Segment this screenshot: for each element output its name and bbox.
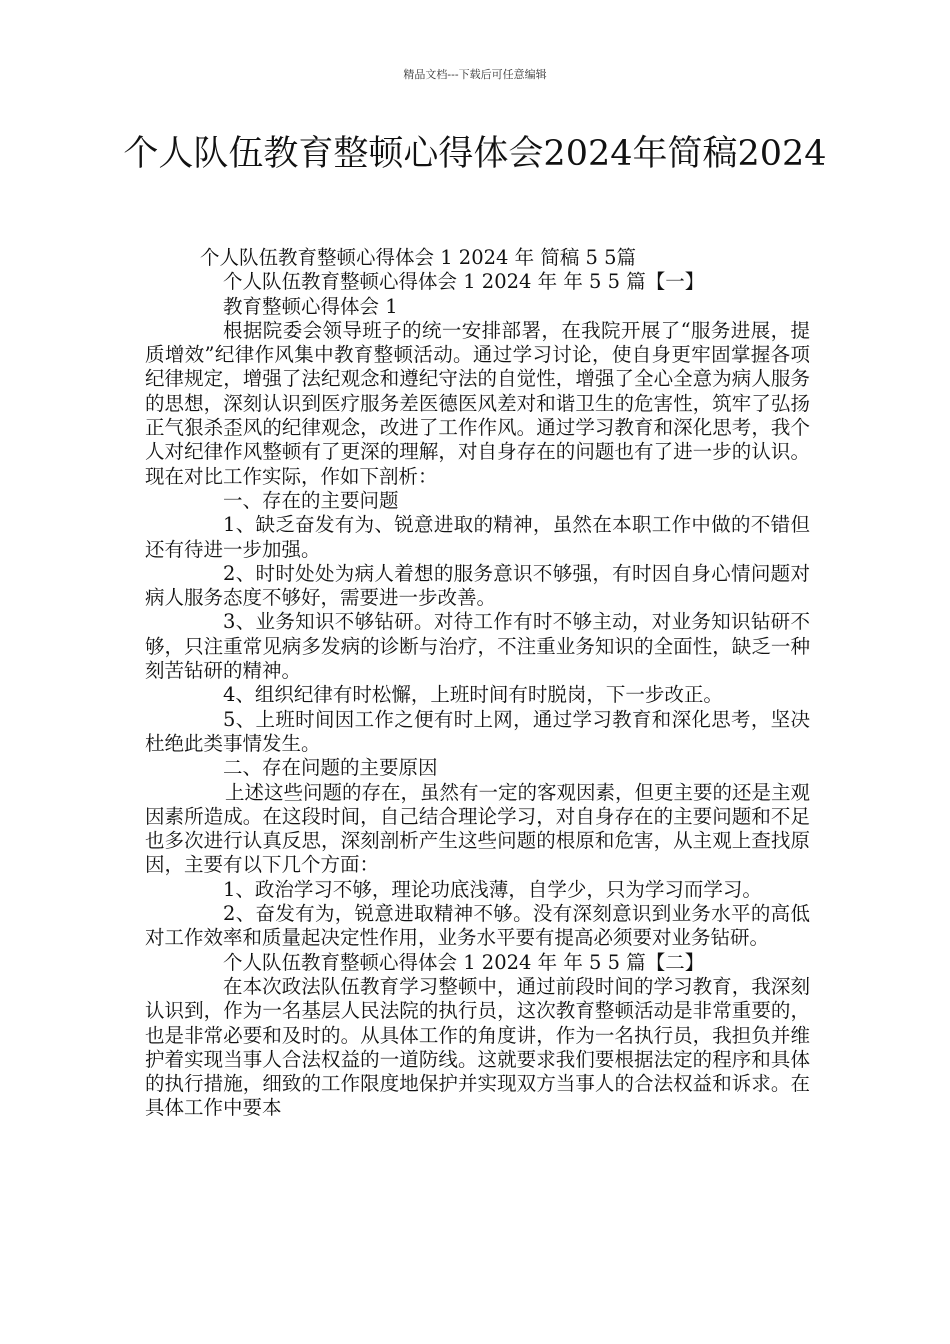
document-title: 个人队伍教育整顿心得体会2024年简稿2024	[123, 134, 827, 174]
paragraph: 上述这些问题的存在，虽然有一定的客观因素，但更主要的还是主观因素所造成。在这段时间，自己结合理论学习，对自身存在的主要问题和不足也多次进行认真反思，深刻剖析产生这些问题的根原和危害，从主观上查找原因，主要有以下几个方面：	[145, 780, 811, 877]
section-heading-one: 个人队伍教育整顿心得体会 1 2024 年 年 5 5 篇【一】	[223, 270, 705, 294]
paragraph: 二、存在问题的主要原因	[223, 756, 438, 780]
paragraph: 在本次政法队伍教育学习整顿中，通过前段时间的学习教育，我深刻认识到，作为一名基层人民法院的执行员，这次教育整顿活动是非常重要的，也是非常必要和及时的。从具体工作的角度讲，作为一名执行员，我担负并维护着实现当事人合法权益的一道防线。这就要求我们要根据法定的程序和具体的执行措施，细致的工作限度地保护并实现双方当事人的合法权益和诉求。在具体工作中要本	[145, 974, 810, 1120]
section-heading-two: 个人队伍教育整顿心得体会 1 2024 年 年 5 5 篇【二】	[223, 950, 705, 974]
page-header: 精品文档---下载后可任意编辑	[403, 68, 547, 81]
paragraph: 一、存在的主要问题	[223, 488, 399, 512]
paragraph: 3、业务知识不够钻研。对待工作有时不够主动，对业务知识钻研不够，只注重常见病多发病的诊断与治疗，不注重业务知识的全面性，缺乏一种刻苦钻研的精神。	[145, 610, 810, 683]
paragraph: 教育整顿心得体会 1	[223, 294, 398, 318]
paragraph: 根据院委会领导班子的统一安排部署，在我院开展了“服务进展，提质增效”纪律作风集中教育整顿活动。通过学习讨论，使自身更牢固掌握各项纪律规定，增强了法纪观念和遵纪守法的自觉性，增强了全心全意为病人服务的思想，深刻认识到医疗服务差医德医风差对和谐卫生的危害性，筑牢了弘扬正气狠杀歪风的纪律观念，改进了工作作风。通过学习教育和深化思考，我个人对纪律作风整顿有了更深的理解，对自身存在的问题也有了进一步的认识。现在对比工作实际，作如下剖析：	[145, 318, 810, 488]
paragraph: 5、上班时间因工作之便有时上网，通过学习教育和深化思考，坚决杜绝此类事情发生。	[145, 707, 810, 755]
paragraph: 1、缺乏奋发有为、锐意进取的精神，虽然在本职工作中做的不错但还有待进一步加强。	[145, 513, 810, 561]
paragraph: 2、奋发有为，锐意进取精神不够。没有深刻意识到业务水平的高低对工作效率和质量起决定性作用，业务水平要有提高必须要对业务钻研。	[145, 902, 810, 950]
paragraph: 1、政治学习不够，理论功底浅薄，自学少，只为学习而学习。	[223, 877, 762, 901]
paragraph: 2、时时处处为病人着想的服务意识不够强，有时因自身心情问题对病人服务态度不够好，需要进一步改善。	[145, 561, 810, 610]
paragraph: 4、组织纪律有时松懈，上班时间有时脱岗，下一步改正。	[223, 683, 723, 707]
document-body	[145, 246, 810, 1121]
paragraph-subtitle: 个人队伍教育整顿心得体会 1 2024 年 简稿 5 5篇	[200, 246, 637, 269]
